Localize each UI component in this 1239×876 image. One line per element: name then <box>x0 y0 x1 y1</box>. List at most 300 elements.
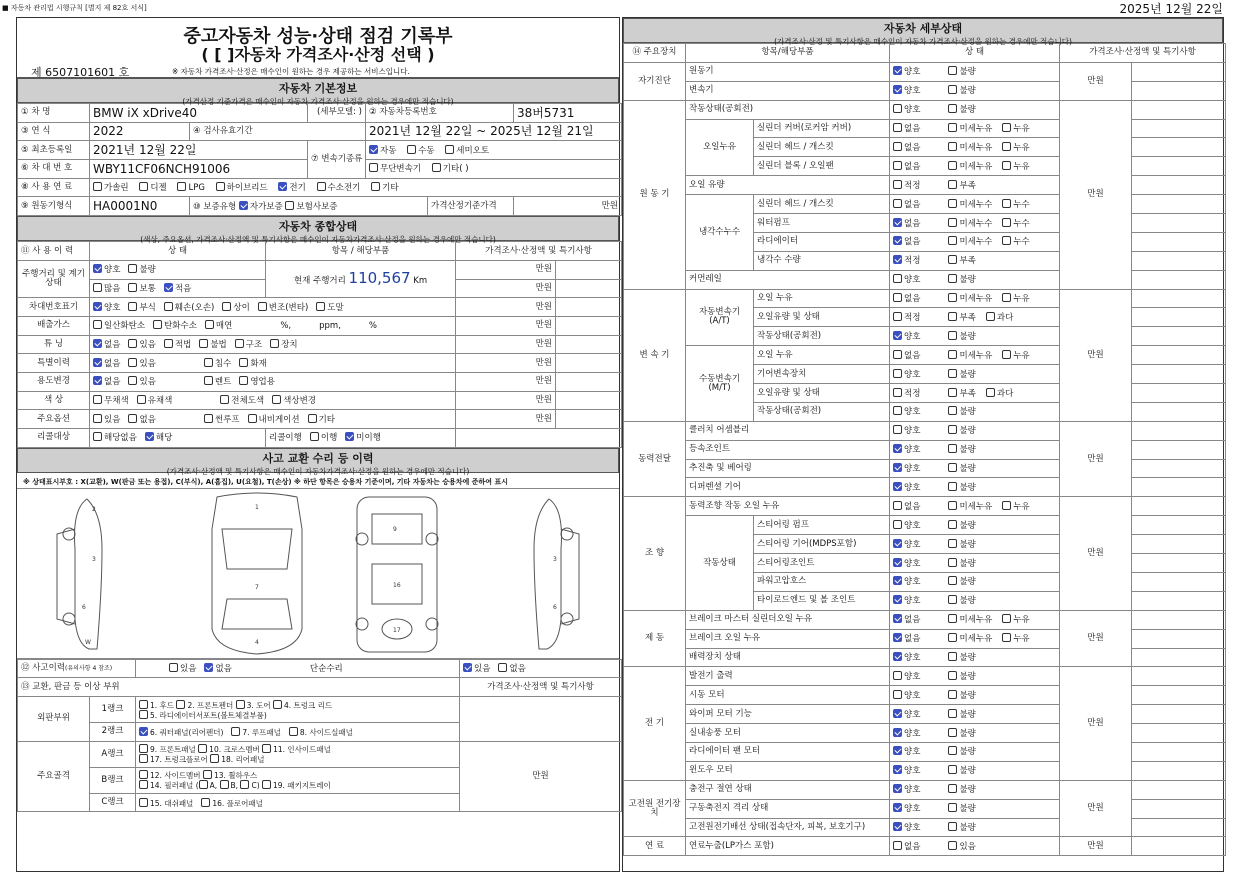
checkbox[interactable] <box>948 633 957 642</box>
checkbox[interactable] <box>948 709 957 718</box>
table-row <box>624 648 1226 667</box>
checkbox[interactable] <box>948 539 957 548</box>
checkbox[interactable] <box>248 414 257 423</box>
checkbox[interactable] <box>1002 161 1011 170</box>
diagram-mark: 2 <box>92 505 96 513</box>
checkbox[interactable] <box>948 293 957 302</box>
checkbox[interactable] <box>164 339 173 348</box>
checkbox[interactable] <box>893 671 902 680</box>
table-row <box>624 610 1226 629</box>
checkbox[interactable] <box>278 182 287 191</box>
checkbox[interactable] <box>445 145 454 154</box>
checkbox[interactable] <box>893 388 902 397</box>
table-row <box>624 119 1226 138</box>
status: 일산화탄소 탄화수소 매연 %, ppm, % <box>90 316 456 335</box>
item-name: 오일 유량 <box>686 176 890 195</box>
checkbox[interactable] <box>205 320 214 329</box>
item-name: 실린더 헤드 / 개스킷 <box>754 138 890 157</box>
option-label: 불량 <box>959 426 976 437</box>
law-reference: ■ 자동차 관리법 시행규칙 [별지 제 82호 서식] <box>2 4 147 12</box>
option-label: 누유 <box>1013 634 1030 645</box>
checkbox[interactable] <box>139 700 148 709</box>
checkbox[interactable] <box>139 770 148 779</box>
checkbox[interactable] <box>93 339 102 348</box>
checkbox[interactable] <box>93 264 102 273</box>
checkbox[interactable] <box>893 690 902 699</box>
note <box>1132 497 1226 516</box>
checkbox[interactable] <box>128 302 137 311</box>
option-label: 불량 <box>959 520 976 531</box>
option-label: 누수 <box>1013 218 1030 229</box>
table-row <box>624 346 1226 365</box>
checkbox[interactable] <box>93 414 102 423</box>
checkbox[interactable] <box>285 201 294 210</box>
checkbox[interactable] <box>317 182 326 191</box>
checkbox[interactable] <box>128 376 137 385</box>
checkbox[interactable] <box>948 406 957 415</box>
checkbox[interactable] <box>948 350 957 359</box>
checkbox[interactable] <box>893 331 902 340</box>
price-unit: 만원 <box>514 197 622 216</box>
note <box>556 260 622 279</box>
checkbox[interactable] <box>128 283 137 292</box>
checkbox[interactable] <box>93 432 102 441</box>
checkbox[interactable] <box>139 744 148 753</box>
checkbox[interactable] <box>498 663 507 672</box>
checkbox[interactable] <box>308 414 317 423</box>
label: 상 태 <box>90 242 266 261</box>
status: 리콜이행 이행 미이행 <box>266 429 456 448</box>
checkbox[interactable] <box>948 671 957 680</box>
checkbox[interactable] <box>235 339 244 348</box>
checkbox[interactable] <box>948 501 957 510</box>
checkbox[interactable] <box>272 395 281 404</box>
checkbox[interactable] <box>289 727 298 736</box>
rank2-items: 6. 쿼터패널(리어펜더) 7. 루프패널 8. 사이드실패널 <box>136 723 460 742</box>
checkbox[interactable] <box>893 406 902 415</box>
item-name: 작동상태(공회전) <box>754 402 890 421</box>
checkbox[interactable] <box>139 754 148 763</box>
checkbox[interactable] <box>216 182 225 191</box>
table-row <box>624 440 1226 459</box>
checkbox[interactable] <box>893 236 902 245</box>
table-row <box>624 176 1226 195</box>
checkbox[interactable] <box>164 283 173 292</box>
option-label: 없음 <box>904 841 921 852</box>
checkbox[interactable] <box>893 558 902 567</box>
checkbox[interactable] <box>893 199 902 208</box>
checkbox[interactable] <box>948 104 957 113</box>
checkbox[interactable] <box>369 163 378 172</box>
checkbox[interactable] <box>273 700 282 709</box>
checkbox[interactable] <box>176 700 185 709</box>
checkbox[interactable] <box>203 770 212 779</box>
engine-type: HA0001N0 <box>90 197 190 216</box>
option-label: 불량 <box>959 369 976 380</box>
note <box>1132 327 1226 346</box>
option-label: 누유 <box>1013 142 1030 153</box>
checkbox[interactable] <box>948 312 957 321</box>
checkbox[interactable] <box>204 663 213 672</box>
checkbox[interactable] <box>948 784 957 793</box>
checkbox[interactable] <box>93 320 102 329</box>
checkbox[interactable] <box>948 425 957 434</box>
checkbox[interactable] <box>258 302 267 311</box>
checkbox[interactable] <box>139 727 148 736</box>
symbol-legend: ※ 상태표시부호 : X(교환), W(판금 또는 용접), C(부식), A(흠집), U(요철), T(손상) ※ 하단 항목은 승용차 기준이며, 기타 자동차는 승용차에 준하여 표시 <box>17 473 619 489</box>
price-unit: 만원 <box>456 260 556 279</box>
label: ② 자동차등록번호 <box>366 104 514 123</box>
status-options <box>890 742 1060 761</box>
option-label: 부족 <box>959 388 976 399</box>
first-registration: 2021년 12월 22일 <box>90 141 308 160</box>
checkbox[interactable] <box>240 780 249 789</box>
checkbox[interactable] <box>893 822 902 831</box>
price-unit: 만원 <box>1060 667 1132 780</box>
checkbox[interactable] <box>128 358 137 367</box>
checkbox[interactable] <box>893 274 902 283</box>
note <box>456 429 622 448</box>
price-unit: 만원 <box>456 279 556 298</box>
item-name: 와이퍼 모터 기능 <box>686 705 890 724</box>
item-name: 추진축 및 베어링 <box>686 459 890 478</box>
checkbox[interactable] <box>204 414 213 423</box>
option-label: 누유 <box>1013 615 1030 626</box>
checkbox[interactable] <box>463 663 472 672</box>
checkbox[interactable] <box>948 180 957 189</box>
checkbox[interactable] <box>948 652 957 661</box>
status-options <box>890 195 1060 214</box>
checkbox[interactable] <box>145 432 154 441</box>
status-options <box>890 497 1060 516</box>
checkbox[interactable] <box>893 652 902 661</box>
checkbox[interactable] <box>948 369 957 378</box>
checkbox[interactable] <box>948 463 957 472</box>
option-label: 양호 <box>904 426 921 437</box>
label: ⑭ 주요장치 <box>624 44 686 63</box>
item-name: 고전원전기배선 상태(접속단자, 피복, 보호기구) <box>686 818 890 837</box>
option-label: 없음 <box>904 142 921 153</box>
checkbox[interactable] <box>948 199 957 208</box>
option-label: 불량 <box>959 482 976 493</box>
checkbox[interactable] <box>164 302 173 311</box>
checkbox[interactable] <box>1002 293 1011 302</box>
note <box>1132 440 1226 459</box>
checkbox[interactable] <box>93 376 102 385</box>
diagram-mark: 1 <box>255 503 259 511</box>
option-label: 양호 <box>904 577 921 588</box>
checkbox[interactable] <box>893 123 902 132</box>
checkbox[interactable] <box>1002 501 1011 510</box>
device-group: 원 동 기 <box>624 100 686 289</box>
table-row <box>624 705 1226 724</box>
checkbox[interactable] <box>986 388 995 397</box>
checkbox[interactable] <box>204 376 213 385</box>
note <box>1132 629 1226 648</box>
checkbox[interactable] <box>893 765 902 774</box>
checkbox[interactable] <box>948 746 957 755</box>
checkbox[interactable] <box>93 358 102 367</box>
checkbox[interactable] <box>128 264 137 273</box>
checkbox[interactable] <box>948 255 957 264</box>
checkbox[interactable] <box>177 182 186 191</box>
checkbox[interactable] <box>948 274 957 283</box>
checkbox[interactable] <box>210 754 219 763</box>
status-options <box>890 402 1060 421</box>
table-row <box>624 686 1226 705</box>
checkbox[interactable] <box>893 312 902 321</box>
label: ⑨ 원동기형식 <box>18 197 90 216</box>
checkbox[interactable] <box>231 727 240 736</box>
checkbox[interactable] <box>948 765 957 774</box>
checkbox[interactable] <box>893 255 902 264</box>
checkbox[interactable] <box>371 182 380 191</box>
diagram-mark: 6 <box>553 603 557 611</box>
checkbox[interactable] <box>948 236 957 245</box>
status-options <box>890 591 1060 610</box>
checkbox[interactable] <box>204 358 213 367</box>
table-row <box>624 799 1226 818</box>
detail-body <box>624 62 1226 855</box>
checkbox[interactable] <box>893 709 902 718</box>
checkbox[interactable] <box>893 803 902 812</box>
option-label: 누수 <box>1013 237 1030 248</box>
note <box>556 354 622 373</box>
item-name: 디퍼렌셜 기어 <box>686 478 890 497</box>
label: 외판부위 <box>18 697 90 742</box>
checkbox[interactable] <box>236 700 245 709</box>
checkbox[interactable] <box>153 320 162 329</box>
checkbox[interactable] <box>199 780 208 789</box>
checkbox[interactable] <box>948 558 957 567</box>
checkbox[interactable] <box>1002 123 1011 132</box>
status-options <box>890 667 1060 686</box>
rank1-items: 1. 후드 2. 프론트펜더 3. 도어 4. 트렁크 리드 5. 라디에이터서포트(볼트체결부품) <box>136 697 460 723</box>
checkbox[interactable] <box>169 663 178 672</box>
table-row <box>624 818 1226 837</box>
checkbox[interactable] <box>893 293 902 302</box>
option-label: 없음 <box>904 615 921 626</box>
checkbox[interactable] <box>948 66 957 75</box>
checkbox[interactable] <box>893 841 902 850</box>
option-label: 양호 <box>904 671 921 682</box>
item-name: 냉각수 수량 <box>754 251 890 270</box>
checkbox[interactable] <box>1002 142 1011 151</box>
checkbox[interactable] <box>893 142 902 151</box>
checkbox[interactable] <box>948 444 957 453</box>
checkbox[interactable] <box>893 66 902 75</box>
checkbox[interactable] <box>93 182 102 191</box>
checkbox[interactable] <box>1002 350 1011 359</box>
checkbox[interactable] <box>1002 236 1011 245</box>
device-group: 동력전달 <box>624 421 686 497</box>
checkbox[interactable] <box>893 784 902 793</box>
option-label: 불량 <box>959 67 976 78</box>
mileage: 현재 주행거리 110,567 Km <box>266 260 456 297</box>
checkbox[interactable] <box>220 780 229 789</box>
checkbox[interactable] <box>948 218 957 227</box>
checkbox[interactable] <box>137 395 146 404</box>
note <box>1132 251 1226 270</box>
checkbox[interactable] <box>893 369 902 378</box>
checkbox[interactable] <box>1002 199 1011 208</box>
checkbox[interactable] <box>310 432 319 441</box>
item-name: 워터펌프 <box>754 214 890 233</box>
checkbox[interactable] <box>139 182 148 191</box>
checkbox[interactable] <box>128 339 137 348</box>
checkbox[interactable] <box>893 104 902 113</box>
checkbox[interactable] <box>407 145 416 154</box>
option-label: 없음 <box>904 218 921 229</box>
option-label: 불량 <box>959 652 976 663</box>
option-label: 있음 <box>959 841 976 852</box>
checkbox[interactable] <box>432 163 441 172</box>
status-options <box>890 629 1060 648</box>
note <box>556 279 622 298</box>
option-label: 불량 <box>959 105 976 116</box>
option-label: 양호 <box>904 728 921 739</box>
checkbox[interactable] <box>1002 218 1011 227</box>
label: 주요옵션 <box>18 410 90 429</box>
inspection-date: 2025년 12월 22일 <box>1119 2 1223 16</box>
checkbox[interactable] <box>128 414 137 423</box>
option-label: 미세누유 <box>959 350 993 361</box>
checkbox[interactable] <box>893 501 902 510</box>
diagram-mark: 4 <box>255 638 259 646</box>
checkbox[interactable] <box>93 395 102 404</box>
checkbox[interactable] <box>948 690 957 699</box>
checkbox[interactable] <box>316 302 325 311</box>
table-row <box>624 629 1226 648</box>
status: 많음 보통 적음 <box>90 279 266 298</box>
note <box>1132 818 1226 837</box>
table-row <box>624 100 1226 119</box>
checkbox[interactable] <box>893 595 902 604</box>
checkbox[interactable] <box>893 218 902 227</box>
checkbox[interactable] <box>893 425 902 434</box>
checkbox[interactable] <box>893 180 902 189</box>
label: ① 차 명 <box>18 104 90 123</box>
checkbox[interactable] <box>239 358 248 367</box>
status-options <box>890 384 1060 403</box>
checkbox[interactable] <box>948 576 957 585</box>
status-options <box>890 818 1060 837</box>
car-name: BMW iX xDrive40 <box>90 104 308 123</box>
label: 튜 닝 <box>18 335 90 354</box>
checkbox[interactable] <box>139 780 148 789</box>
checkbox[interactable] <box>948 595 957 604</box>
checkbox[interactable] <box>893 463 902 472</box>
checkbox[interactable] <box>948 123 957 132</box>
checkbox[interactable] <box>893 520 902 529</box>
option-label: 불량 <box>959 671 976 682</box>
checkbox[interactable] <box>893 633 902 642</box>
checkbox[interactable] <box>893 614 902 623</box>
checkbox[interactable] <box>893 161 902 170</box>
checkbox[interactable] <box>948 331 957 340</box>
checkbox[interactable] <box>1002 633 1011 642</box>
option-label: 없음 <box>904 199 921 210</box>
transmission-options-2: 무단변속기 기타( ) <box>366 160 622 179</box>
checkbox[interactable] <box>893 728 902 737</box>
checkbox[interactable] <box>369 145 378 154</box>
status-options <box>890 100 1060 119</box>
fuel-options: 가솔린 디젤 LPG 하이브리드 전기 수소전기 기타 <box>90 178 622 197</box>
checkbox[interactable] <box>948 841 957 850</box>
label: 리콜대상 <box>18 429 90 448</box>
overall-table <box>17 241 622 448</box>
status-options <box>890 270 1060 289</box>
checkbox[interactable] <box>948 482 957 491</box>
option-label: 없음 <box>904 634 921 645</box>
item-name: 실린더 커버(로커암 커버) <box>754 119 890 138</box>
checkbox[interactable] <box>948 803 957 812</box>
item-name: 커먼레일 <box>686 270 890 289</box>
item-name: 구동축전지 격리 상태 <box>686 799 890 818</box>
price-unit: 만원 <box>456 391 556 410</box>
checkbox[interactable] <box>345 432 354 441</box>
label: 가격조사·산정액 및 특기사항 <box>460 678 622 697</box>
note <box>556 316 622 335</box>
checkbox[interactable] <box>948 161 957 170</box>
table-row <box>624 459 1226 478</box>
checkbox[interactable] <box>893 444 902 453</box>
checkbox[interactable] <box>1002 614 1011 623</box>
checkbox[interactable] <box>199 339 208 348</box>
checkbox[interactable] <box>948 142 957 151</box>
note <box>1132 572 1226 591</box>
checkbox[interactable] <box>948 822 957 831</box>
checkbox[interactable] <box>262 780 271 789</box>
checkbox[interactable] <box>948 614 957 623</box>
checkbox[interactable] <box>893 539 902 548</box>
status-options <box>890 138 1060 157</box>
checkbox[interactable] <box>93 302 102 311</box>
checkbox[interactable] <box>893 350 902 359</box>
checkbox[interactable] <box>262 744 271 753</box>
checkbox[interactable] <box>220 395 229 404</box>
checkbox[interactable] <box>986 312 995 321</box>
note <box>1132 138 1226 157</box>
checkbox[interactable] <box>948 85 957 94</box>
note <box>1132 516 1226 535</box>
checkbox[interactable] <box>948 520 957 529</box>
option-label: 양호 <box>904 804 921 815</box>
checkbox[interactable] <box>198 744 207 753</box>
checkbox[interactable] <box>948 388 957 397</box>
checkbox[interactable] <box>893 576 902 585</box>
right-panel <box>622 17 1224 872</box>
label: 상 태 <box>890 44 1060 63</box>
item-name: 작동상태(공회전) <box>754 327 890 346</box>
status-options <box>890 761 1060 780</box>
note <box>1132 384 1226 403</box>
checkbox[interactable] <box>893 85 902 94</box>
checkbox[interactable] <box>239 201 248 210</box>
checkbox[interactable] <box>139 710 148 719</box>
detail-table <box>623 43 1226 856</box>
checkbox[interactable] <box>201 798 210 807</box>
checkbox[interactable] <box>93 283 102 292</box>
checkbox[interactable] <box>222 302 231 311</box>
checkbox[interactable] <box>270 339 279 348</box>
option-label: 양호 <box>904 709 921 720</box>
checkbox[interactable] <box>893 482 902 491</box>
checkbox[interactable] <box>948 728 957 737</box>
checkbox[interactable] <box>239 376 248 385</box>
checkbox[interactable] <box>139 798 148 807</box>
checkbox[interactable] <box>893 746 902 755</box>
